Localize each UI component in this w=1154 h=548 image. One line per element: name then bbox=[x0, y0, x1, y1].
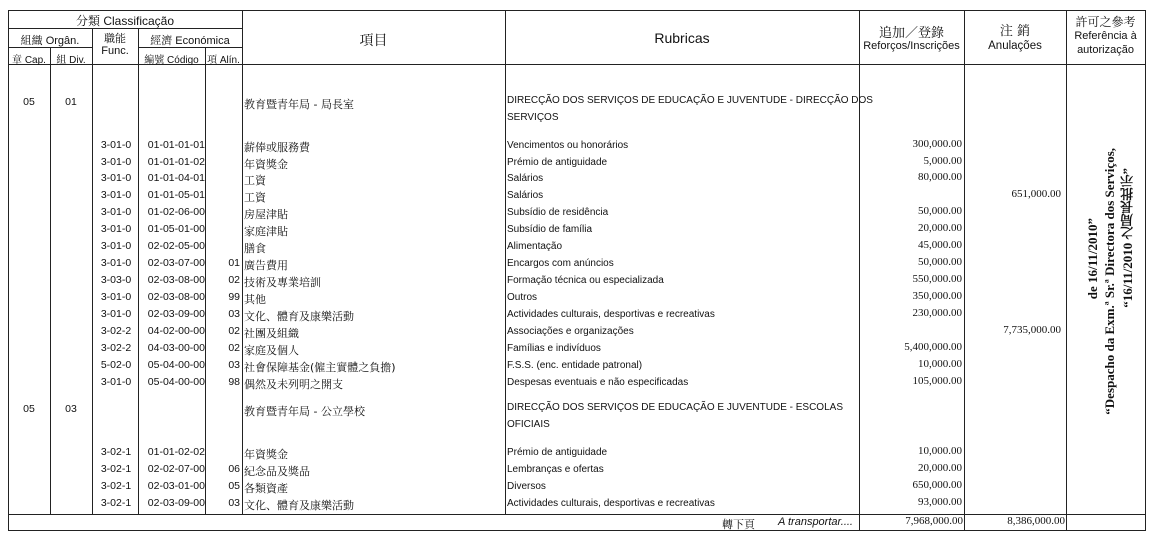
row-reforco: 350,000.00 bbox=[912, 290, 962, 302]
footer-transport-pt: A transportar.... bbox=[778, 516, 853, 528]
row-item-zh: 各類資產 bbox=[244, 482, 288, 495]
row-reforco: 45,000.00 bbox=[918, 239, 962, 251]
referencia-line3: de 16/11/2010” bbox=[1085, 218, 1100, 300]
header-referencia-pt2: autorização bbox=[1077, 44, 1134, 56]
row-rubrica-pt: Actividades culturais, desportivas e recreativas bbox=[507, 498, 715, 509]
row-reforco: 10,000.00 bbox=[918, 358, 962, 370]
row-item-zh: 工資 bbox=[244, 191, 266, 204]
row-codigo: 02-03-08-00 bbox=[147, 274, 205, 286]
row-rubrica-pt: Prémio de antiguidade bbox=[507, 157, 608, 168]
header-reforcos-pt: Reforços/Inscrições bbox=[863, 40, 960, 52]
row-rubrica-pt: Vencimentos ou honorários bbox=[507, 140, 629, 151]
row-rubrica-pt: Formação técnica ou especializada bbox=[507, 275, 664, 286]
row-alinea: 98 bbox=[228, 376, 240, 388]
section-divisao: 01 bbox=[65, 96, 77, 108]
row-codigo: 02-03-01-00 bbox=[147, 480, 205, 492]
header-reforcos-zh: 追加／登錄 bbox=[878, 26, 944, 41]
section-name-pt: SERVIÇOS bbox=[507, 112, 559, 123]
row-alinea: 99 bbox=[228, 291, 240, 303]
row-funcional: 3-01-0 bbox=[100, 240, 132, 252]
row-reforco: 105,000.00 bbox=[912, 375, 962, 387]
row-item-zh: 家庭及個人 bbox=[244, 344, 299, 357]
section-divisao: 03 bbox=[65, 403, 77, 415]
row-funcional: 3-03-0 bbox=[100, 274, 132, 286]
row-reforco: 550,000.00 bbox=[912, 273, 962, 285]
row-codigo: 01-01-04-01 bbox=[147, 172, 205, 184]
header-classificacao: 分類 Classificação bbox=[75, 14, 175, 28]
section-name-zh: 教育暨青年局 - 公立學校 bbox=[244, 405, 365, 418]
row-codigo: 05-04-00-00 bbox=[147, 359, 205, 371]
row-alinea: 06 bbox=[228, 463, 240, 475]
row-reforco: 93,000.00 bbox=[918, 496, 962, 508]
row-item-zh: 技術及專業培訓 bbox=[244, 276, 321, 289]
row-item-zh: 文化、體育及康樂活動 bbox=[244, 310, 354, 323]
row-codigo: 01-01-05-01 bbox=[147, 189, 205, 201]
row-rubrica-pt: Subsídio de residência bbox=[507, 207, 609, 218]
header-funcional-pt: Func. bbox=[101, 45, 129, 57]
row-funcional: 3-01-0 bbox=[100, 257, 132, 269]
row-rubrica-pt: Prémio de antiguidade bbox=[507, 447, 608, 458]
row-item-zh: 年資獎金 bbox=[244, 158, 288, 171]
header-alinea: 項 Alín. bbox=[207, 55, 240, 66]
row-item-zh: 房屋津貼 bbox=[244, 208, 288, 221]
referencia-line2: “Despacho da Exm.ª Sr.ª Directora dos Serviços, bbox=[1102, 148, 1117, 415]
row-funcional: 3-02-2 bbox=[100, 325, 132, 337]
row-codigo: 01-05-01-00 bbox=[147, 223, 205, 235]
row-item-zh: 偶然及未列明之開支 bbox=[244, 378, 343, 391]
section-name-pt: OFICIAIS bbox=[507, 419, 550, 430]
section-capitulo: 05 bbox=[23, 403, 35, 415]
footer-total-reforcos: 7,968,000.00 bbox=[905, 515, 963, 527]
row-funcional: 3-02-1 bbox=[100, 446, 132, 458]
row-rubrica-pt: F.S.S. (enc. entidade patronal) bbox=[507, 360, 643, 371]
row-codigo: 01-01-02-02 bbox=[147, 446, 205, 458]
row-item-zh: 薪俸或服務費 bbox=[244, 141, 310, 154]
row-funcional: 3-01-0 bbox=[100, 376, 132, 388]
row-alinea: 02 bbox=[228, 325, 240, 337]
row-rubrica-pt: Despesas eventuais e não especificadas bbox=[507, 377, 689, 388]
row-rubrica-pt: Associações e organizações bbox=[507, 326, 634, 337]
section-capitulo: 05 bbox=[23, 96, 35, 108]
row-item-zh: 廣告費用 bbox=[244, 259, 288, 272]
row-reforco: 650,000.00 bbox=[912, 479, 962, 491]
header-economica: 經濟 Económica bbox=[150, 35, 230, 47]
row-item-zh: 文化、體育及康樂活動 bbox=[244, 499, 354, 512]
row-funcional: 3-01-0 bbox=[100, 223, 132, 235]
row-codigo: 02-03-08-00 bbox=[147, 291, 205, 303]
row-rubrica-pt: Encargos com anúncios bbox=[507, 258, 614, 269]
row-item-zh: 社團及組織 bbox=[244, 327, 299, 340]
row-funcional: 3-02-2 bbox=[100, 342, 132, 354]
row-reforco: 80,000.00 bbox=[918, 171, 962, 183]
row-reforco: 10,000.00 bbox=[918, 445, 962, 457]
row-funcional: 5-02-0 bbox=[100, 359, 132, 371]
row-reforco: 50,000.00 bbox=[918, 205, 962, 217]
header-divisao: 組 Div. bbox=[56, 55, 86, 66]
row-codigo: 02-03-09-00 bbox=[147, 497, 205, 509]
row-item-zh: 紀念品及獎品 bbox=[244, 465, 310, 478]
row-codigo: 01-01-01-01 bbox=[147, 139, 205, 151]
row-codigo: 02-03-07-00 bbox=[147, 257, 205, 269]
header-codigo: 編號 Código bbox=[144, 55, 199, 66]
row-alinea: 02 bbox=[228, 274, 240, 286]
row-rubrica-pt: Lembranças e ofertas bbox=[507, 464, 604, 475]
row-anulacao: 7,735,000.00 bbox=[1003, 324, 1061, 336]
row-rubrica-pt: Salários bbox=[507, 190, 544, 201]
row-alinea: 05 bbox=[228, 480, 240, 492]
row-rubrica-pt: Subsídio de família bbox=[507, 224, 593, 235]
section-name-pt: DIRECÇÃO DOS SERVIÇOS DE EDUCAÇÃO E JUVENTUDE - DIRECÇÃO DOS bbox=[507, 95, 873, 106]
row-item-zh: 社會保障基金(僱主實體之負擔) bbox=[244, 361, 396, 374]
row-codigo: 05-04-00-00 bbox=[147, 376, 205, 388]
header-organica: 組織 Orgân. bbox=[20, 35, 80, 47]
row-reforco: 230,000.00 bbox=[912, 307, 962, 319]
row-reforco: 300,000.00 bbox=[912, 138, 962, 150]
row-reforco: 5,400,000.00 bbox=[904, 341, 962, 353]
row-funcional: 3-02-1 bbox=[100, 480, 132, 492]
row-rubrica-pt: Actividades culturais, desportivas e recreativas bbox=[507, 309, 715, 320]
row-codigo: 01-01-01-02 bbox=[147, 156, 205, 168]
row-funcional: 3-01-0 bbox=[100, 139, 132, 151]
row-reforco: 20,000.00 bbox=[918, 462, 962, 474]
row-codigo: 04-03-00-00 bbox=[147, 342, 205, 354]
row-rubrica-pt: Outros bbox=[507, 292, 538, 303]
row-funcional: 3-02-1 bbox=[100, 463, 132, 475]
row-reforco: 5,000.00 bbox=[923, 155, 962, 167]
row-codigo: 04-02-00-00 bbox=[147, 325, 205, 337]
header-referencia-pt1: Referência à bbox=[1074, 30, 1137, 42]
row-funcional: 3-02-1 bbox=[100, 497, 132, 509]
row-codigo: 01-02-06-00 bbox=[147, 206, 205, 218]
header-referencia-zh: 許可之參考 bbox=[1075, 15, 1136, 29]
header-capitulo: 章 Cap. bbox=[12, 55, 46, 66]
row-alinea: 03 bbox=[228, 359, 240, 371]
header-item-zh: 項目 bbox=[359, 33, 388, 49]
row-funcional: 3-01-0 bbox=[100, 156, 132, 168]
row-item-zh: 家庭津貼 bbox=[244, 225, 288, 238]
row-funcional: 3-01-0 bbox=[100, 206, 132, 218]
row-rubrica-pt: Alimentação bbox=[507, 241, 563, 252]
row-item-zh: 年資獎金 bbox=[244, 448, 288, 461]
referencia-line1: “16/11/2010 之局長批示” bbox=[1120, 168, 1135, 308]
header-anulacoes-pt: Anulações bbox=[988, 40, 1042, 52]
header-anulacoes-zh: 注 銷 bbox=[999, 24, 1031, 39]
header-rubricas: Rubricas bbox=[654, 30, 710, 46]
row-rubrica-pt: Salários bbox=[507, 173, 544, 184]
row-reforco: 50,000.00 bbox=[918, 256, 962, 268]
row-alinea: 01 bbox=[228, 257, 240, 269]
row-codigo: 02-03-09-00 bbox=[147, 308, 205, 320]
row-funcional: 3-01-0 bbox=[100, 189, 132, 201]
row-alinea: 03 bbox=[228, 308, 240, 320]
row-rubrica-pt: Famílias e indivíduos bbox=[507, 343, 601, 354]
footer-total-anulacoes: 8,386,000.00 bbox=[1007, 515, 1065, 527]
row-anulacao: 651,000.00 bbox=[1011, 188, 1061, 200]
row-funcional: 3-01-0 bbox=[100, 308, 132, 320]
row-alinea: 03 bbox=[228, 497, 240, 509]
row-funcional: 3-01-0 bbox=[100, 172, 132, 184]
row-reforco: 20,000.00 bbox=[918, 222, 962, 234]
section-name-pt: DIRECÇÃO DOS SERVIÇOS DE EDUCAÇÃO E JUVENTUDE - ESCOLAS bbox=[507, 402, 843, 413]
row-codigo: 02-02-07-00 bbox=[147, 463, 205, 475]
row-rubrica-pt: Diversos bbox=[507, 481, 546, 492]
footer-transport-zh: 轉下頁 bbox=[722, 518, 755, 531]
row-codigo: 02-02-05-00 bbox=[147, 240, 205, 252]
row-item-zh: 其他 bbox=[244, 293, 266, 306]
row-item-zh: 膳食 bbox=[244, 242, 266, 255]
row-funcional: 3-01-0 bbox=[100, 291, 132, 303]
header-funcional-zh: 職能 bbox=[104, 33, 126, 45]
row-item-zh: 工資 bbox=[244, 174, 266, 187]
row-alinea: 02 bbox=[228, 342, 240, 354]
section-name-zh: 教育暨青年局 - 局長室 bbox=[244, 98, 354, 111]
